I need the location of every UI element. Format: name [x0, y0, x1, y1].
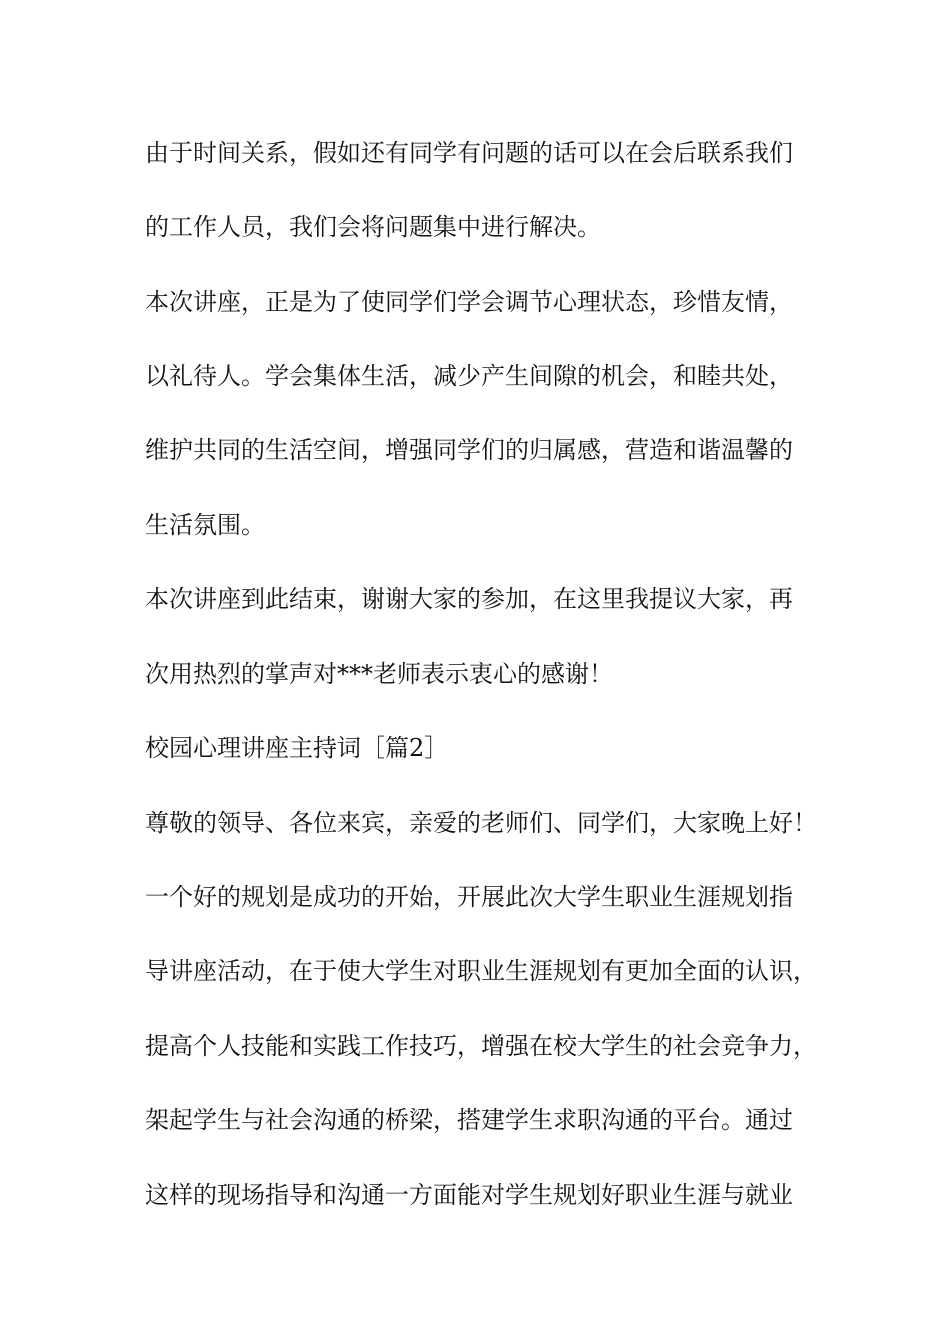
text-line: 一个好的规划是成功的开始，开展此次大学生职业生涯规划指 — [145, 883, 793, 911]
text-line: 架起学生与社会沟通的桥梁，搭建学生求职沟通的平台。通过 — [145, 1106, 793, 1134]
section-heading: 校园心理讲座主持词［篇2］ — [145, 734, 449, 762]
text-line: 导讲座活动，在于使大学生对职业生涯规划有更加全面的认识， — [145, 957, 817, 985]
text-line: 尊敬的领导、各位来宾，亲爱的老师们、同学们，大家晚上好！ — [145, 809, 817, 837]
text-line: 次用热烈的掌声对***老师表示衷心的感谢！ — [145, 660, 613, 688]
text-line: 以礼待人。学会集体生活，减少产生间隙的机会，和睦共处， — [145, 362, 793, 390]
text-line: 的工作人员，我们会将问题集中进行解决。 — [145, 213, 601, 241]
text-line: 本次讲座到此结束，谢谢大家的参加，在这里我提议大家，再 — [145, 585, 793, 613]
text-line: 提高个人技能和实践工作技巧，增强在校大学生的社会竞争力， — [145, 1032, 817, 1060]
text-line: 生活氛围。 — [145, 511, 265, 539]
text-line: 本次讲座，正是为了使同学们学会调节心理状态，珍惜友情， — [145, 288, 793, 316]
text-line: 由于时间关系，假如还有同学有问题的话可以在会后联系我们 — [145, 139, 793, 167]
text-line: 维护共同的生活空间，增强同学们的归属感，营造和谐温馨的 — [145, 436, 793, 464]
text-line: 这样的现场指导和沟通一方面能对学生规划好职业生涯与就业 — [145, 1181, 793, 1209]
